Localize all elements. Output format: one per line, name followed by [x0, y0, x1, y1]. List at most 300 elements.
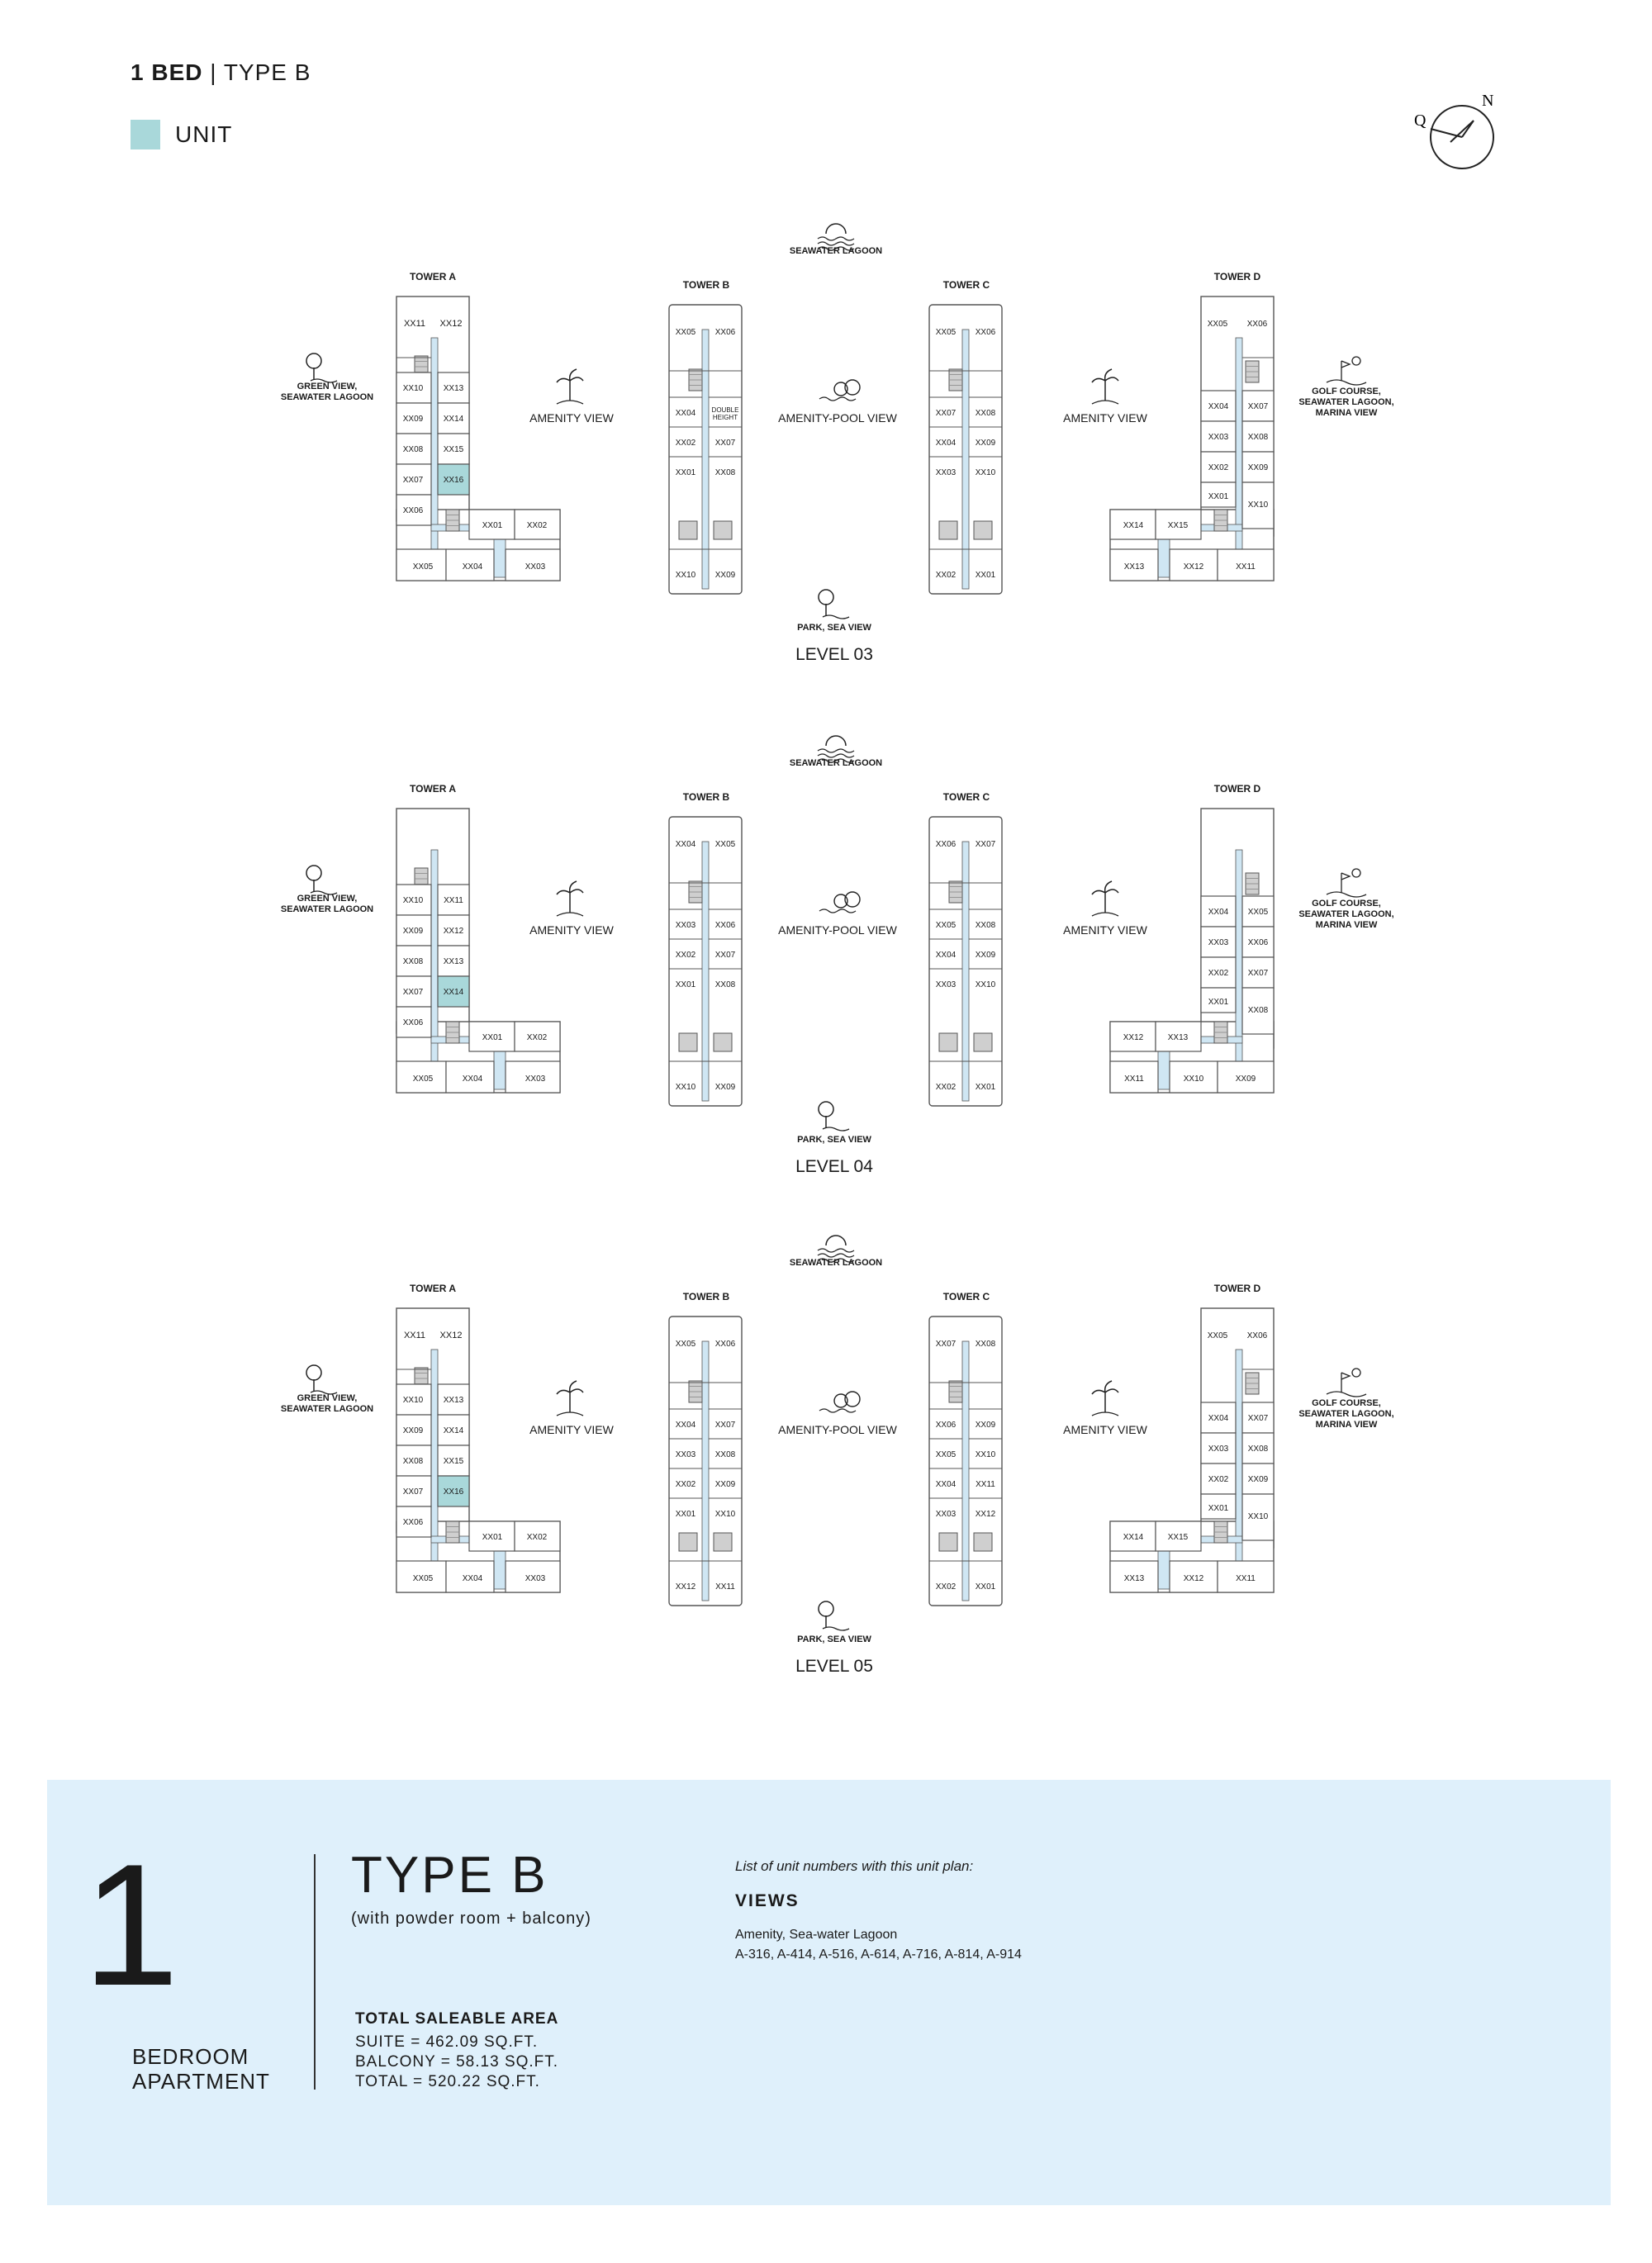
unit-numbers: A-316, A-414, A-516, A-614, A-716, A-814, A-914: [735, 1948, 1022, 1962]
level-2-group: [281, 736, 1394, 1176]
unit-label: XX12: [1183, 1574, 1204, 1583]
tower-d-label: TOWER D: [1213, 783, 1261, 795]
unit-label: XX14: [1123, 521, 1144, 530]
unit-label: XX12: [439, 1331, 463, 1340]
green: [1327, 1392, 1366, 1397]
core-block: [714, 1533, 732, 1551]
wave: [819, 909, 856, 913]
header-separator: |: [210, 59, 217, 85]
unit-label: XX07: [714, 951, 736, 960]
core-block: [974, 1033, 992, 1051]
double-height-label: DOUBLE: [711, 406, 739, 414]
unit-label: XX15: [443, 445, 464, 454]
unit-label: XX03: [935, 468, 957, 477]
corridor: [962, 330, 969, 589]
plan-subtitle: (with powder room + balcony): [351, 1910, 591, 1928]
unit-label: XX12: [975, 1510, 996, 1519]
unit-label: XX01: [482, 1033, 503, 1042]
unit-label: XX06: [402, 506, 424, 515]
unit-label: XX10: [675, 1083, 696, 1092]
unit-label: XX09: [975, 1421, 996, 1430]
view-label-bottom: PARK, SEA VIEW: [797, 1634, 871, 1644]
sun-arc: [826, 1236, 846, 1245]
unit-label: XX06: [975, 328, 996, 337]
unit-label: XX03: [935, 1510, 957, 1519]
bed-count: 1 BED: [131, 59, 203, 85]
tower-c-label: TOWER C: [942, 1291, 990, 1302]
apartment-word: APARTMENT: [132, 2069, 270, 2094]
unit-label: XX02: [935, 1582, 957, 1592]
unit-label: XX10: [1247, 501, 1269, 510]
unit-label: XX08: [975, 921, 996, 930]
palm: [1092, 1381, 1118, 1412]
unit-label: XX11: [1124, 1075, 1144, 1084]
unit-label: XX05: [1207, 320, 1228, 329]
unit-label: XX10: [975, 1450, 996, 1459]
unit-label: XX05: [412, 1574, 434, 1583]
unit-label: XX05: [935, 328, 957, 337]
core-block: [679, 521, 697, 539]
unit-label: XX15: [1167, 1533, 1189, 1542]
ground-wave: [823, 1127, 849, 1131]
level-label: LEVEL 05: [795, 1657, 873, 1676]
unit-label: XX14: [443, 1426, 464, 1435]
amenity-icon: [557, 369, 583, 404]
unit-label: XX10: [1247, 1512, 1269, 1521]
unit-label: XX08: [714, 468, 736, 477]
unit-label: XX02: [526, 1533, 548, 1542]
amenity-view-left: AMENITY VIEW: [529, 923, 614, 937]
unit-label: XX08: [714, 1450, 736, 1459]
tower-c-plan: [929, 1317, 1002, 1606]
unit-label: XX08: [1247, 1445, 1269, 1454]
core-block: [714, 1033, 732, 1051]
tower-c-plan: [929, 305, 1002, 594]
wave: [818, 237, 854, 240]
view-label-top: SEAWATER LAGOON: [789, 758, 883, 768]
palm: [557, 881, 583, 913]
unit-label: XX07: [402, 476, 424, 485]
unit-label: XX02: [675, 1480, 696, 1489]
tower-d-plan: [1110, 809, 1274, 1093]
unit-label: XX04: [935, 439, 957, 448]
unit-label: XX03: [1208, 1445, 1229, 1454]
tower-d-label: TOWER D: [1213, 1283, 1261, 1294]
corridor: [1236, 1350, 1242, 1579]
unit-label: XX04: [935, 951, 957, 960]
unit-label: XX10: [402, 896, 424, 905]
view-label-left-b: SEAWATER LAGOON: [280, 1404, 374, 1414]
unit-label: XX09: [402, 927, 424, 936]
unit-label: XX01: [975, 1582, 996, 1592]
unit-label: XX07: [714, 439, 736, 448]
green-view-icon: [306, 1365, 337, 1394]
park-icon: [819, 1102, 849, 1131]
unit-label: XX12: [1183, 562, 1204, 572]
bedroom-apartment-label: [132, 2044, 270, 2094]
unit-label: XX15: [1167, 521, 1189, 530]
island: [1092, 1412, 1118, 1416]
unit-label: XX09: [975, 439, 996, 448]
unit-label: XX02: [1208, 463, 1229, 472]
unit-label: XX08: [1247, 1006, 1269, 1015]
unit-label: XX05: [675, 1340, 696, 1349]
unit-label: XX10: [402, 1396, 424, 1405]
unit-label: XX04: [1208, 908, 1229, 917]
palm: [1092, 881, 1118, 913]
unit-label: XX05: [1247, 908, 1269, 917]
unit-label: XX12: [439, 319, 463, 329]
tower-a-label: TOWER A: [410, 783, 456, 795]
island: [1092, 913, 1118, 916]
palm: [1092, 369, 1118, 401]
view-label-right-b: SEAWATER LAGOON,: [1298, 1409, 1394, 1419]
unit-label: XX08: [402, 1457, 424, 1466]
unit-label: XX05: [1207, 1331, 1228, 1340]
unit-label: XX04: [1208, 1414, 1229, 1423]
golf-icon: [1327, 869, 1366, 897]
corridor: [702, 842, 709, 1101]
unit-label: XX07: [402, 988, 424, 997]
corridor: [1236, 338, 1242, 567]
sun: [1352, 1369, 1360, 1377]
unit-label: XX14: [1123, 1533, 1144, 1542]
unit-label: XX01: [675, 468, 696, 477]
compass-q: Q: [1414, 111, 1427, 130]
level-label: LEVEL 03: [795, 645, 873, 664]
unit-label: XX06: [402, 1518, 424, 1527]
sun: [1352, 869, 1360, 877]
wave: [818, 754, 854, 757]
tower-c-label: TOWER C: [942, 791, 990, 803]
unit-label: XX03: [1208, 938, 1229, 947]
unit-label: XX05: [412, 562, 434, 572]
tower-b-plan: [669, 1317, 742, 1606]
pool-icon: [819, 380, 860, 401]
unit-label: XX03: [525, 1574, 546, 1583]
tower-b-plan: [669, 305, 742, 594]
unit-label: XX01: [975, 1083, 996, 1092]
unit-label: XX02: [1208, 1475, 1229, 1484]
unit-label: XX04: [462, 562, 483, 572]
unit-label: XX03: [675, 921, 696, 930]
tree-crown: [819, 590, 833, 605]
corridor: [431, 338, 438, 567]
core-block: [974, 1533, 992, 1551]
tower-b-label: TOWER B: [682, 791, 730, 803]
ground-wave: [823, 615, 849, 619]
unit-label: XX10: [675, 571, 696, 580]
tower-a-plan: [396, 809, 560, 1093]
tower-d-plan: [1110, 297, 1274, 581]
wave: [818, 242, 854, 245]
tree-crown: [819, 1601, 833, 1616]
unit-type: TYPE B: [223, 59, 311, 85]
balcony-area: BALCONY = 58.13 SQ.FT.: [355, 2053, 559, 2071]
unit-label: XX13: [443, 1396, 464, 1405]
amenity-view-left: AMENITY VIEW: [529, 411, 614, 425]
unit-label: XX08: [975, 409, 996, 418]
unit-label: XX02: [675, 951, 696, 960]
core-block: [939, 1033, 957, 1051]
unit-label: XX09: [402, 415, 424, 424]
unit-label: XX04: [462, 1574, 483, 1583]
unit-label: XX11: [403, 319, 426, 329]
unit-label: XX05: [935, 921, 957, 930]
unit-label: XX12: [675, 1582, 696, 1592]
info-panel: [47, 1780, 1611, 2205]
corridor: [702, 330, 709, 589]
corridor: [962, 1341, 969, 1601]
unit-label: XX12: [1123, 1033, 1144, 1042]
tower-a-label: TOWER A: [410, 271, 456, 282]
unit-label: XX09: [402, 1426, 424, 1435]
unit-label: XX11: [444, 896, 463, 905]
unit-label: XX06: [714, 1340, 736, 1349]
amenity-view-right: AMENITY VIEW: [1063, 1423, 1147, 1436]
level-label: LEVEL 04: [795, 1157, 873, 1176]
unit-label: XX07: [935, 1340, 957, 1349]
unit-label: XX11: [715, 1582, 735, 1592]
golf-icon: [1327, 1369, 1366, 1397]
unit-label: XX09: [1247, 463, 1269, 472]
unit-label: XX07: [1247, 969, 1269, 978]
unit-label: XX05: [714, 840, 736, 849]
amenity-icon: [1092, 881, 1118, 916]
flag: [1341, 1373, 1350, 1379]
unit-label: XX07: [714, 1421, 736, 1430]
tower-b-label: TOWER B: [682, 279, 730, 291]
unit-label: XX04: [1208, 402, 1229, 411]
unit-label: XX09: [714, 571, 736, 580]
island: [557, 1412, 583, 1416]
tree-crown: [819, 1102, 833, 1117]
island: [1092, 401, 1118, 404]
bedroom-word: BEDROOM: [132, 2044, 249, 2069]
wave: [818, 1254, 854, 1257]
unit-label: XX03: [675, 1450, 696, 1459]
amenity-icon: [557, 881, 583, 916]
tower-d-label: TOWER D: [1213, 271, 1261, 282]
unit-label: XX07: [935, 409, 957, 418]
view-label-right-a: GOLF COURSE,: [1312, 899, 1381, 909]
unit-label: XX06: [935, 1421, 957, 1430]
green: [1327, 892, 1366, 897]
unit-label: XX01: [482, 521, 503, 530]
unit-label: XX07: [975, 840, 996, 849]
unit-label: XX09: [714, 1480, 736, 1489]
view-label-bottom: PARK, SEA VIEW: [797, 1135, 871, 1145]
island: [557, 913, 583, 916]
golf-icon: [1327, 357, 1366, 385]
wave: [818, 1249, 854, 1252]
view-label-top: SEAWATER LAGOON: [789, 246, 883, 256]
tower-a-label: TOWER A: [410, 1283, 456, 1294]
park-icon: [819, 590, 849, 619]
compass-n: N: [1482, 92, 1494, 110]
unit-label: XX02: [1208, 969, 1229, 978]
tower-a-plan: [396, 297, 560, 581]
amenity-icon: [1092, 369, 1118, 404]
green-view-icon: [306, 353, 337, 382]
unit-label: XX08: [714, 980, 736, 989]
unit-label: XX09: [714, 1083, 736, 1092]
unit-label: XX01: [675, 1510, 696, 1519]
island: [557, 401, 583, 404]
tower-b-plan: [669, 817, 742, 1106]
unit-label: XX03: [1208, 433, 1229, 442]
pool-icon: [819, 892, 860, 913]
unit-label: XX13: [1123, 1574, 1145, 1583]
unit-label: XX06: [935, 840, 957, 849]
unit-label: XX03: [935, 980, 957, 989]
unit-label: XX01: [1208, 998, 1229, 1007]
view-label-left-b: SEAWATER LAGOON: [280, 904, 374, 914]
plan-title: TYPE B: [351, 1847, 548, 1904]
view-label-top: SEAWATER LAGOON: [789, 1258, 883, 1268]
core-block: [679, 1533, 697, 1551]
unit-label: XX01: [675, 980, 696, 989]
view-label-right-a: GOLF COURSE,: [1312, 1398, 1381, 1408]
palm: [557, 369, 583, 401]
unit-label: XX10: [1183, 1075, 1204, 1084]
view-label-right-c: MARINA VIEW: [1315, 1420, 1378, 1430]
tower-d-plan: [1110, 1308, 1274, 1592]
core-block: [939, 521, 957, 539]
core-block: [974, 521, 992, 539]
unit-label: XX06: [1247, 938, 1269, 947]
unit-label: XX03: [525, 1075, 546, 1084]
unit-label: XX11: [1236, 562, 1256, 572]
unit-label: XX06: [1246, 320, 1268, 329]
view-label-right-c: MARINA VIEW: [1315, 920, 1378, 930]
tower-b-label: TOWER B: [682, 1291, 730, 1302]
amenity-icon: [557, 1381, 583, 1416]
view-label-right-c: MARINA VIEW: [1315, 408, 1378, 418]
flag: [1341, 361, 1350, 368]
ground-wave: [823, 1627, 849, 1630]
park-icon: [819, 1601, 849, 1630]
flag: [1341, 873, 1350, 880]
legend-label: UNIT: [175, 121, 233, 147]
corridor: [702, 1341, 709, 1601]
unit-label: XX08: [402, 445, 424, 454]
unit-label: XX01: [1208, 1504, 1229, 1513]
unit-label: XX10: [714, 1510, 736, 1519]
unit-label: XX16: [443, 476, 464, 485]
unit-label: XX07: [402, 1487, 424, 1497]
unit-label: XX08: [975, 1340, 996, 1349]
unit-label: XX09: [1247, 1475, 1269, 1484]
unit-label: XX05: [412, 1075, 434, 1084]
corridor: [431, 1350, 438, 1579]
view-label-left-a: GREEN VIEW,: [297, 894, 358, 904]
sun-arc: [826, 224, 846, 234]
pool-icon: [819, 1392, 860, 1412]
green: [1327, 380, 1366, 385]
unit-label: XX05: [935, 1450, 957, 1459]
view-label-bottom: PARK, SEA VIEW: [797, 623, 871, 633]
wave: [819, 397, 856, 401]
unit-label: XX06: [1246, 1331, 1268, 1340]
unit-label: XX10: [975, 468, 996, 477]
tower-c-plan: [929, 817, 1002, 1106]
unit-label: XX11: [1236, 1574, 1256, 1583]
view-label-right-b: SEAWATER LAGOON,: [1298, 909, 1394, 919]
view-label-left-b: SEAWATER LAGOON: [280, 392, 374, 402]
view-label-right-a: GOLF COURSE,: [1312, 387, 1381, 396]
core-block: [679, 1033, 697, 1051]
views-title: VIEWS: [735, 1891, 800, 1910]
view-label-left-a: GREEN VIEW,: [297, 1393, 358, 1403]
divider: [314, 1854, 316, 2090]
wave: [819, 1409, 856, 1412]
unit-label: XX13: [1167, 1033, 1189, 1042]
suite-area: SUITE = 462.09 SQ.FT.: [355, 2033, 539, 2051]
unit-label: XX09: [975, 951, 996, 960]
unit-label: XX11: [403, 1331, 426, 1340]
unit-label: XX04: [935, 1480, 957, 1489]
unit-label: XX04: [462, 1075, 483, 1084]
unit-label: XX13: [443, 384, 464, 393]
unit-label: XX05: [675, 328, 696, 337]
unit-label: XX06: [402, 1018, 424, 1027]
green-view-icon: [306, 866, 337, 894]
corridor: [962, 842, 969, 1101]
unit-label: XX13: [443, 957, 464, 966]
amenity-icon: [1092, 1381, 1118, 1416]
core-block: [939, 1533, 957, 1551]
pool-view-label: AMENITY-POOL VIEW: [778, 411, 897, 425]
total-area: TOTAL = 520.22 SQ.FT.: [355, 2073, 540, 2090]
tree-crown: [306, 866, 321, 880]
unit-list-label: List of unit numbers with this unit plan:: [735, 1858, 974, 1874]
unit-label: XX04: [675, 1421, 696, 1430]
core-block: [714, 521, 732, 539]
corridor: [431, 850, 438, 1079]
unit-label: XX04: [675, 409, 696, 418]
unit-label: XX02: [675, 439, 696, 448]
unit-label: XX02: [935, 1083, 957, 1092]
unit-label: XX06: [714, 328, 736, 337]
unit-label: XX03: [525, 562, 546, 572]
amenity-view-left: AMENITY VIEW: [529, 1423, 614, 1436]
bedroom-number: 1: [83, 1828, 179, 2022]
tower-a-plan: [396, 1308, 560, 1592]
unit-label: XX07: [1247, 402, 1269, 411]
unit-label: XX11: [976, 1480, 995, 1489]
palm: [557, 1381, 583, 1412]
unit-label: XX10: [975, 980, 996, 989]
unit-label: XX01: [975, 571, 996, 580]
unit-label: XX08: [1247, 433, 1269, 442]
unit-label: XX13: [1123, 562, 1145, 572]
wave: [818, 749, 854, 752]
unit-label: XX09: [1235, 1075, 1256, 1084]
sun-arc: [826, 736, 846, 746]
tree-crown: [306, 1365, 321, 1380]
unit-label: XX02: [526, 1033, 548, 1042]
level-1-group: [281, 224, 1394, 664]
level-3-group: [281, 1236, 1394, 1676]
unit-label: XX14: [443, 988, 464, 997]
amenity-view-right: AMENITY VIEW: [1063, 411, 1147, 425]
tree-crown: [306, 353, 321, 368]
pool-view-label: AMENITY-POOL VIEW: [778, 1423, 897, 1436]
unit-label: XX02: [935, 571, 957, 580]
area-title: TOTAL SALEABLE AREA: [355, 2010, 559, 2028]
amenity-view-right: AMENITY VIEW: [1063, 923, 1147, 937]
